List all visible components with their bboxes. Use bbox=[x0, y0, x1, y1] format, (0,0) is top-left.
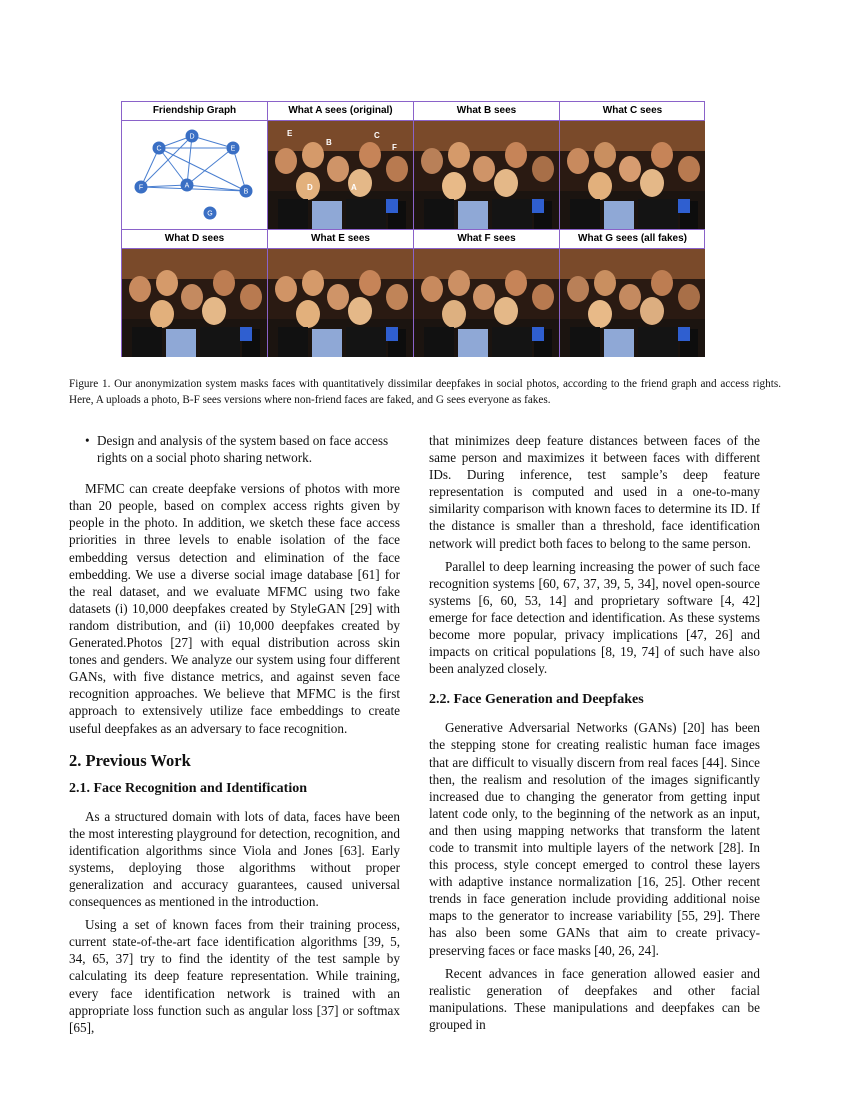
friendship-graph-panel bbox=[122, 102, 268, 229]
subsection-title: 2.1. Face Recognition and Identification bbox=[69, 780, 307, 796]
edge-e-a bbox=[187, 148, 233, 185]
section-title: 2. Previous Work bbox=[69, 750, 191, 770]
group-photo bbox=[414, 121, 559, 229]
node-label-b: B bbox=[243, 188, 249, 196]
paragraph: Generative Adversarial Networks (GANs) [20] has been the stepping stone for creating realistic human face images that are difficult to visually discern from real faces [44]. Since then, the realism and resolution of the images significantly increased due to changing the generator from getting input latent code only, to the beginning of the network as an input, and then using mapping networks that transform the latent code to transmit into multiple layers of the network [28]. In this process, style concept emerged to control these layers with adaptive instance normalization [16, 25]. Other recent trends in face generation include providing additional noise maps to the generator to increase variability [55, 29]. There has also been some GANs that aim to create privacy-preserving faces or face masks [40, 26, 24]. bbox=[429, 720, 760, 958]
figure-row-1 bbox=[122, 102, 704, 229]
panel-title: What G sees (all fakes) bbox=[560, 230, 705, 249]
group-photo bbox=[560, 249, 705, 357]
figure-caption: Figure 1. Our anonymization system masks faces with quantitatively dissimilar deepfakes in social photos, according to the friend graph and access rights. Here, A uploads a photo, B-F sees versions where non-friend faces are faked, and G sees everyone as fakes. bbox=[69, 378, 781, 406]
panel-what-g-sees bbox=[560, 230, 705, 357]
group-photo bbox=[122, 249, 267, 357]
figure-1 bbox=[121, 101, 705, 357]
group-photo bbox=[414, 249, 559, 357]
panel-title: What C sees bbox=[560, 102, 705, 121]
group-photo bbox=[560, 121, 705, 229]
panel-title: What F sees bbox=[414, 230, 559, 249]
group-photo bbox=[268, 121, 413, 229]
bullet-dot: • bbox=[85, 433, 90, 448]
subsection-title: 2.2. Face Generation and Deepfakes bbox=[429, 692, 644, 708]
node-label-c: C bbox=[156, 145, 162, 153]
panel-what-b-sees bbox=[414, 102, 560, 229]
photo-label-d: D bbox=[307, 183, 313, 192]
panel-what-c-sees bbox=[560, 102, 705, 229]
bullet-item bbox=[69, 432, 400, 466]
group-photo bbox=[268, 249, 413, 357]
node-label-e: E bbox=[230, 145, 236, 153]
friendship-graph bbox=[122, 121, 267, 229]
node-label-a: A bbox=[184, 182, 190, 190]
photo-label-c: C bbox=[374, 131, 380, 140]
node-label-g: G bbox=[207, 210, 213, 218]
panel-title: What A sees (original) bbox=[268, 102, 413, 121]
paragraph: that minimizes deep feature distances between faces of the same person and maximizes it between faces with different IDs. During inference, test sample’s deep feature representation is computed and used in a one-to-many similarity comparison with known faces to determine its ID. If the distance is smaller than a threshold, face identification network will predict both faces to belong to the same person. bbox=[429, 433, 760, 551]
node-label-f: F bbox=[138, 184, 144, 192]
figure-row-2 bbox=[122, 229, 704, 357]
paragraph: As a structured domain with lots of data, faces have been the most interesting playground for detection, recognition, and identification algorithms since Viola and Jones [63]. Early systems, deploying those algorithms without proper generalization and accuracy guarantees, caused universal consequences as mentioned in the introduction. bbox=[69, 808, 400, 910]
edge-d-a bbox=[187, 133, 195, 185]
panel-what-d-sees bbox=[122, 230, 268, 357]
panel-what-f-sees bbox=[414, 230, 560, 357]
right-column bbox=[429, 432, 760, 1033]
edge-e-b bbox=[230, 145, 246, 191]
edge-c-a bbox=[159, 148, 187, 185]
panel-what-a-sees bbox=[268, 102, 414, 229]
photo-label-e: E bbox=[287, 129, 293, 138]
paragraph: MFMC can create deepfake versions of photos with more than 20 people, based on complex access rights given by people in the photo. In addition, we sketch these face access priorities in three levels to enable isolation of the face embedding versus detection and elimination of the face embedding. We use a diverse social image database [61] for the real dataset, and we evaluate MFMC using two fake datasets (i) 10,000 deepfakes created by StyleGAN [29] with random distribution, and (ii) 10,000 deepfakes created by Generated.Photos [27] with equal distribution across skin tones and genders. We analyze our system using four different GANs, with five distance metrics, and against seven face recognition approaches. We believe that MFMC is the first approach to extensively utilize face embeddings to create useful deepfakes as an adversary to face recognition. bbox=[69, 481, 400, 736]
panel-title: What E sees bbox=[268, 230, 413, 249]
paragraph: Parallel to deep learning increasing the power of such face recognition systems [60, 67, 37, 39, 5, 34], novel open-source systems [6, 60, 53, 14] and proprietary software [4, 42] emerge for face detection and identification. As these systems become more popular, privacy implications [47, 26] and impacts on critical populations [8, 19, 74] of such have also been analyzed closely. bbox=[429, 558, 760, 677]
left-column bbox=[69, 432, 400, 1036]
panel-what-e-sees bbox=[268, 230, 414, 357]
photo-label-b: B bbox=[326, 138, 332, 147]
paragraph: Recent advances in face generation allowed easier and realistic generation of deepfakes and other facial manipulations. These manipulations and deepfakes can be grouped in bbox=[429, 965, 760, 1032]
photo-label-a: A bbox=[351, 183, 357, 192]
panel-title: What B sees bbox=[414, 102, 559, 121]
node-label-d: D bbox=[189, 133, 195, 141]
panel-title: Friendship Graph bbox=[122, 102, 267, 121]
paragraph: Using a set of known faces from their training process, current state-of-the-art face identification algorithms [39, 5, 34, 65, 37] try to find the identity of the test sample by calculating its deep feature representation. While training, every face identification network is trained with an appropriate loss function such as angular loss [37] or softmax [65], bbox=[69, 917, 400, 1035]
panel-title: What D sees bbox=[122, 230, 267, 249]
bullet-text: Design and analysis of the system based on face access rights on a social photo sharing network. bbox=[97, 433, 389, 466]
edge-f-a bbox=[141, 185, 187, 187]
photo-label-f: F bbox=[392, 143, 397, 152]
